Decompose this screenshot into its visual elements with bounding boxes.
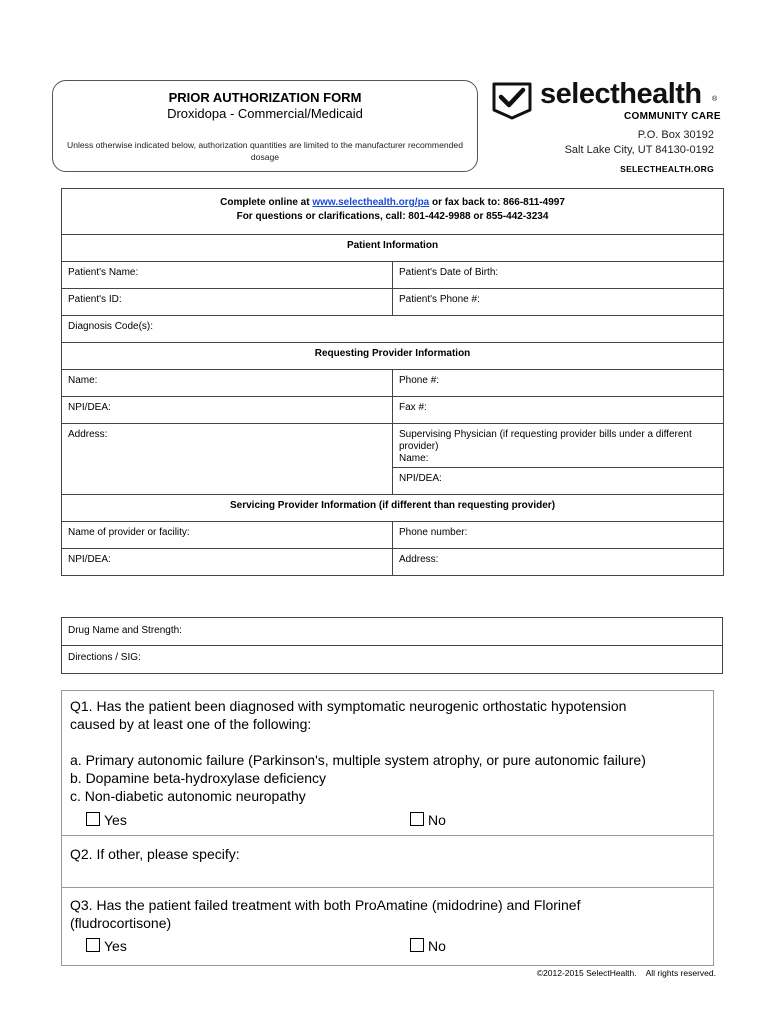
drug-table: [61, 617, 723, 674]
q1-option-a: a. Primary autonomic failure (Parkinson's, multiple system atrophy, or pure autonomic failure): [70, 752, 646, 768]
q1-yes-option[interactable]: [86, 812, 127, 828]
patient-dob-field[interactable]: Patient's Date of Birth:: [393, 262, 724, 289]
q1-line1: Q1. Has the patient been diagnosed with symptomatic neurogenic orthostatic hypotension: [70, 698, 627, 714]
q1-yes-checkbox[interactable]: [86, 812, 100, 826]
logo-registered: ®: [712, 96, 718, 103]
q1-line2: caused by at least one of the following:: [70, 716, 312, 732]
q1-no-checkbox[interactable]: [410, 812, 424, 826]
q2-text[interactable]: Q2. If other, please specify:: [70, 846, 240, 862]
svc-address-field[interactable]: Address:: [393, 549, 724, 576]
q3-yes-checkbox[interactable]: [86, 938, 100, 952]
req-name-field[interactable]: Name:: [62, 370, 393, 397]
info-table: [61, 188, 724, 576]
q3-yes-option[interactable]: [86, 938, 127, 954]
q1-option-c: c. Non-diabetic autonomic neuropathy: [70, 788, 306, 804]
contact-cell: [62, 189, 724, 235]
q3-no-checkbox[interactable]: [410, 938, 424, 952]
q3-no-label: No: [428, 938, 446, 954]
supervising-label: Supervising Physician (if requesting provider bills under a different provider): [399, 429, 692, 452]
req-fax-field[interactable]: Fax #:: [393, 397, 724, 424]
address-line2: Salt Lake City, UT 84130-0192: [564, 144, 714, 156]
contact-fax: or fax back to: 866-811-4997: [429, 197, 565, 208]
divider: [62, 887, 713, 888]
diagnosis-field[interactable]: Diagnosis Code(s):: [62, 316, 724, 343]
req-address-field[interactable]: Address:: [62, 424, 393, 495]
svc-phone-field[interactable]: Phone number:: [393, 522, 724, 549]
supervising-physician-field[interactable]: [393, 424, 724, 468]
q3-no-option[interactable]: [410, 938, 446, 954]
directions-field[interactable]: Directions / SIG:: [62, 646, 723, 674]
q3-line1: Q3. Has the patient failed treatment with both ProAmatine (midodrine) and Florinef: [70, 897, 581, 913]
patient-heading: Patient Information: [62, 235, 724, 262]
requesting-heading: Requesting Provider Information: [62, 343, 724, 370]
svc-name-field[interactable]: Name of provider or facility:: [62, 522, 393, 549]
req-npi-field[interactable]: NPI/DEA:: [62, 397, 393, 424]
drug-name-field[interactable]: Drug Name and Strength:: [62, 618, 723, 646]
patient-name-field[interactable]: Patient's Name:: [62, 262, 393, 289]
questions-box: [61, 690, 714, 966]
supervising-npi-field[interactable]: NPI/DEA:: [393, 468, 724, 495]
q1-no-label: No: [428, 812, 446, 828]
logo-subtitle: COMMUNITY CARE: [624, 111, 721, 122]
contact-prefix: Complete online at: [220, 197, 313, 208]
q1-no-option[interactable]: [410, 812, 446, 828]
q3-line2: (fludrocortisone): [70, 915, 172, 931]
heart-check-icon: [490, 80, 534, 120]
address-line1: P.O. Box 30192: [637, 129, 714, 141]
q1-option-b: b. Dopamine beta-hydroxylase deficiency: [70, 770, 327, 786]
form-title: PRIOR AUTHORIZATION FORM: [168, 90, 362, 105]
svc-npi-field[interactable]: NPI/DEA:: [62, 549, 393, 576]
q1-yes-label: Yes: [104, 812, 127, 828]
form-note: Unless otherwise indicated below, authorization quantities are limited to the manufacturer recommended dosage: [66, 140, 463, 162]
servicing-heading: Servicing Provider Information (if different than requesting provider): [62, 495, 724, 522]
contact-phone: For questions or clarifications, call: 801-442-9988 or 855-442-3234: [236, 211, 549, 222]
patient-id-field[interactable]: Patient's ID:: [62, 289, 393, 316]
copyright-footer: ©2012-2015 SelectHealth. All rights reserved.: [536, 968, 716, 978]
online-link[interactable]: www.selecthealth.org/pa: [312, 197, 430, 208]
patient-phone-field[interactable]: Patient's Phone #:: [393, 289, 724, 316]
form-header-box: [52, 80, 478, 172]
form-subtitle: Droxidopa - Commercial/Medicaid: [167, 106, 363, 121]
q3-yes-label: Yes: [104, 938, 127, 954]
supervising-name-label: Name:: [399, 453, 429, 464]
logo-brand-text: selecthealth: [540, 78, 702, 110]
divider: [62, 835, 713, 836]
website-text: SELECTHEALTH.ORG: [620, 164, 714, 174]
req-phone-field[interactable]: Phone #:: [393, 370, 724, 397]
